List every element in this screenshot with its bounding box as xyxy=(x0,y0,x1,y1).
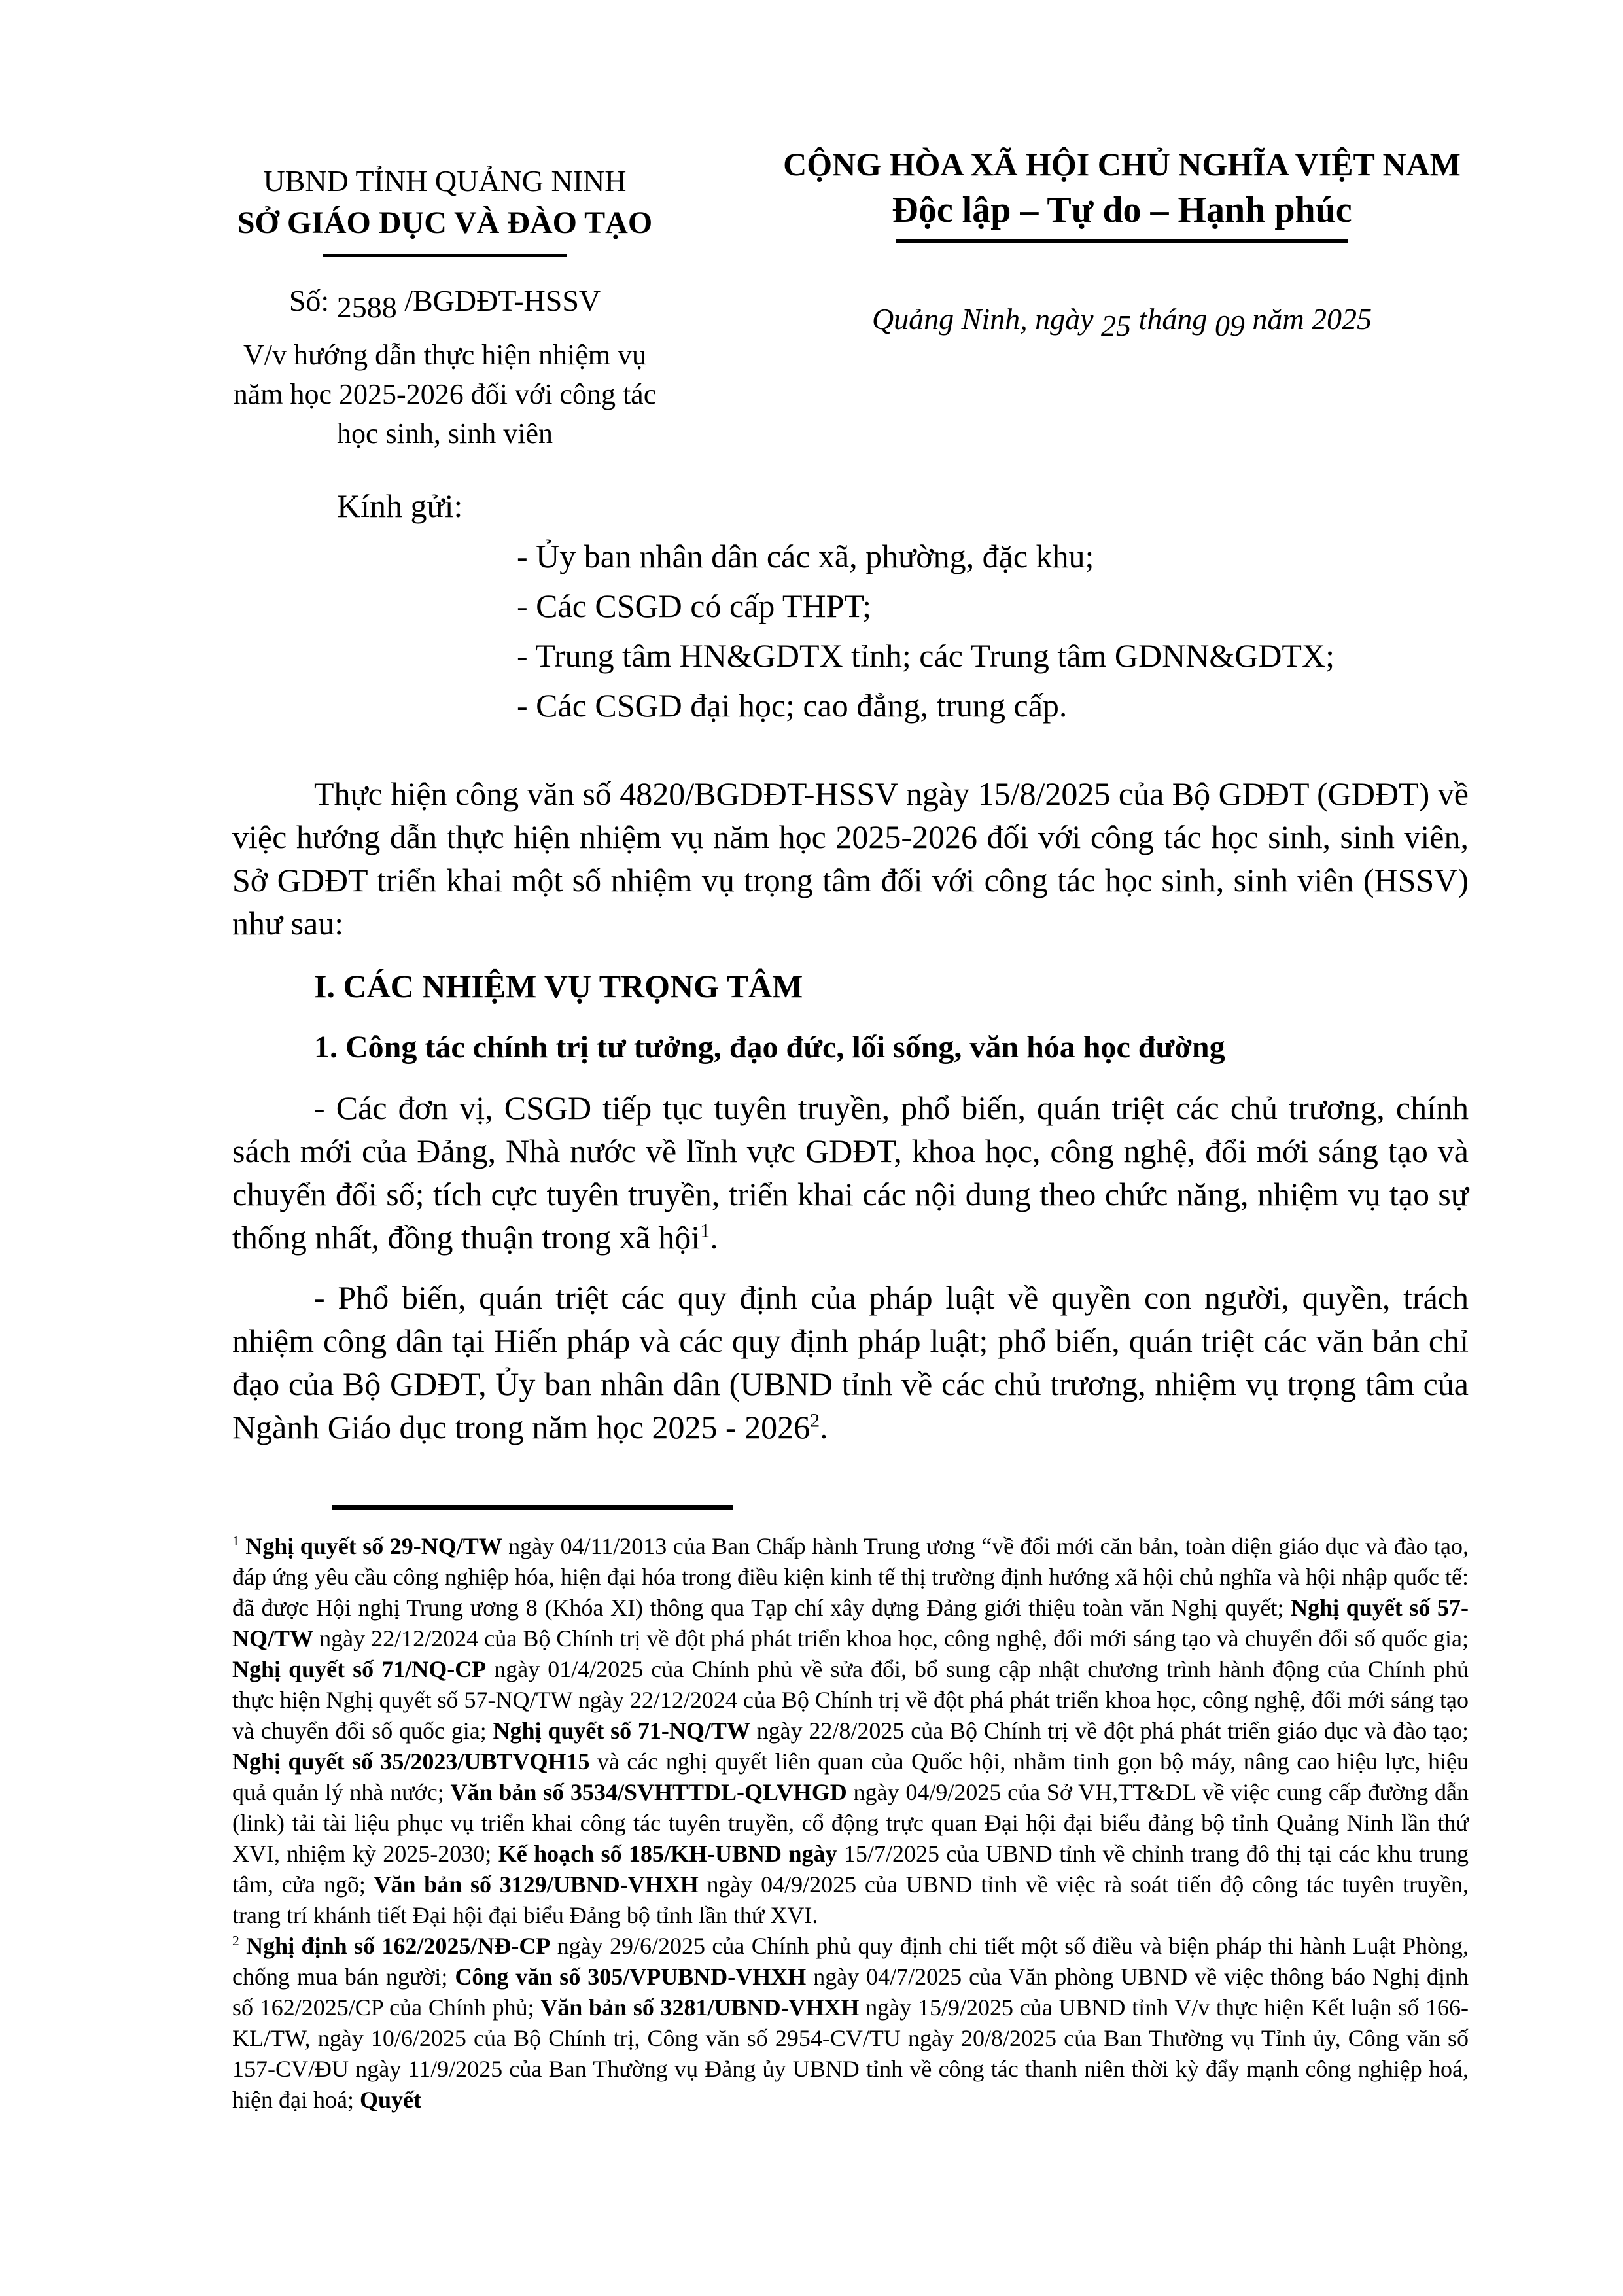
body-paragraph-2: - Phổ biến, quán triệt các quy định của pháp luật về quyền con người, quyền, trách nhiệm công dân tại Hiến pháp và các quy định pháp luật; phổ biến, quán triệt các văn bản chỉ đạo của Bộ GDĐT, Ủy ban nhân dân (UBND tỉnh về các chủ trương, nhiệm vụ trọng tâm của Ngành Giáo dục trong năm học 2025 - 2026$^2$. xyxy=(232,1279,1469,1445)
recipient-item: - Các CSGD đại học; cao đẳng, trung cấp. xyxy=(517,687,1068,724)
header-right-underline xyxy=(896,239,1348,243)
footnote-separator xyxy=(332,1505,733,1510)
document-number-line: Số: 2588 /BGDĐT-HSSV xyxy=(288,284,601,324)
place-and-date: Quảng Ninh, ngày 25 tháng 09 năm 2025 xyxy=(871,302,1372,342)
national-motto-line1: CỘNG HÒA XÃ HỘI CHỦ NGHĨA VIỆT NAM xyxy=(783,146,1461,183)
issuing-authority-name: SỞ GIÁO DỤC VÀ ĐÀO TẠO xyxy=(237,205,653,240)
document-body xyxy=(232,772,1469,1449)
section-heading: I. CÁC NHIỆM VỤ TRỌNG TÂM xyxy=(314,968,803,1004)
header-left-underline xyxy=(323,254,567,257)
document-subject-line: năm học 2025-2026 đối với công tác xyxy=(233,378,657,410)
recipient-item: - Trung tâm HN&GDTX tỉnh; các Trung tâm GDNN&GDTX; xyxy=(517,637,1335,674)
intro-paragraph: Thực hiện công văn số 4820/BGDĐT-HSSV ngày 15/8/2025 của Bộ GDĐT (GDĐT) về việc hướng dẫn thực hiện nhiệm vụ năm học 2025-2026 đối với công tác học sinh, sinh viên, Sở GDĐT triển khai một số nhiệm vụ trọng tâm đối với công tác học sinh, sinh viên (HSSV) như sau: xyxy=(232,775,1469,942)
body-paragraph-1: - Các đơn vị, CSGD tiếp tục tuyên truyền, phổ biến, quán triệt các chủ trương, chính sách mới của Đảng, Nhà nước về lĩnh vực GDĐT, khoa học, công nghệ, đổi mới sáng tạo và chuyển đổi số; tích cực tuyên truyền, triển khai các nội dung theo chức năng, nhiệm vụ tạo sự thống nhất, đồng thuận trong xã hội$^1$. xyxy=(232,1089,1469,1256)
header-left xyxy=(167,164,723,453)
footnotes xyxy=(232,1531,1469,2115)
document-subject xyxy=(167,336,723,453)
header-right xyxy=(749,145,1495,342)
document-subject-line: học sinh, sinh viên xyxy=(337,417,553,450)
issuing-authority-parent: UBND TỈNH QUẢNG NINH xyxy=(263,164,627,198)
document-subject-line: V/v hướng dẫn thực hiện nhiệm vụ xyxy=(243,339,646,371)
national-motto-line2: Độc lập – Tự do – Hạnh phúc xyxy=(892,190,1352,230)
recipient-list xyxy=(517,531,1335,730)
salutation-label: Kính gửi: xyxy=(337,487,463,524)
recipient-item: - Các CSGD có cấp THPT; xyxy=(517,588,872,624)
footnote-2: $^2$ Nghị định số 162/2025/NĐ-CP ngày 29/6/2025 của Chính phủ quy định chi tiết một số điều và biện pháp thi hành Luật Phòng, chống mua bán người; Công văn số 305/VPUBND-VHXH ngày 04/7/2025 của Văn phòng UBND về việc thông báo Nghị định số 162/2025/CP của Chính phủ; Văn bản số 3281/UBND-VHXH ngày 15/9/2025 của UBND tỉnh V/v thực hiện Kết luận số 166- KL/TW, ngày 10/6/2025 của Bộ Chính trị, Công văn số 2954-CV/TU ngày 20/8/2025 của Ban Thường vụ Tỉnh ủy, Công văn số 157-CV/ĐU ngày 11/9/2025 của Ban Thường vụ Đảng ủy UBND tỉnh về công tác thanh niên thời kỳ đẩy mạnh công nghiệp hoá, hiện đại hoá; Quyết xyxy=(232,1933,1469,2113)
footnote-1: $^1$ Nghị quyết số 29-NQ/TW ngày 04/11/2013 của Ban Chấp hành Trung ương “về đổi mới căn bản, toàn diện giáo dục và đào tạo, đáp ứng yêu cầu công nghiệp hóa, hiện đại hóa trong điều kiện kinh tế thị trường định hướng xã hội chủ nghĩa và hội nhập quốc tế: đã được Hội nghị Trung ương 8 (Khóa XI) thông qua Tạp chí xây dựng Đảng giới thiệu toàn văn Nghị quyết; Nghị quyết số 57-NQ/TW ngày 22/12/2024 của Bộ Chính trị về đột phá phát triển khoa học, công nghệ, đổi mới sáng tạo và chuyển đổi số quốc gia; Nghị quyết số 71/NQ-CP ngày 01/4/2025 của Chính phủ về sửa đổi, bổ sung cập nhật chương trình hành động của Chính phủ thực hiện Nghị quyết số 57-NQ/TW ngày 22/12/2024 của Bộ Chính trị về đột phá phát triển khoa học, công nghệ, đổi mới sáng tạo và chuyển đổi số quốc gia; Nghị quyết số 71-NQ/TW ngày 22/8/2025 của Bộ Chính trị về đột phá phát triển giáo dục và đào tạo; Nghị quyết số 35/2023/UBTVQH15 và các nghị quyết liên quan của Quốc hội, nhằm tinh gọn bộ máy, nâng cao hiệu lực, hiệu quả quản lý nhà nước; Văn bản số 3534/SVHTTDL-QLVHGD ngày 04/9/2025 của Sở VH,TT&DL về việc cung cấp đường dẫn (link) tải tài liệu phục vụ triển khai công tác tuyên truyền, cổ động trực quan Đại hội đại biểu đảng bộ tỉnh Quảng Ninh lần thứ XVI, nhiệm kỳ 2025-2030; Kế hoạch số 185/KH-UBND ngày 15/7/2025 của UBND tỉnh về chỉnh trang đô thị tại các khu trung tâm, cửa ngõ; Văn bản số 3129/UBND-VHXH ngày 04/9/2025 của UBND tỉnh về việc rà soát tiến độ công tác tuyên truyền, trang trí khánh tiết Đại hội đại biểu Đảng bộ tỉnh lần thứ XVI. xyxy=(232,1533,1469,1928)
subsection-heading: 1. Công tác chính trị tư tưởng, đạo đức, lối sống, văn hóa học đường xyxy=(314,1030,1225,1065)
recipient-item: - Ủy ban nhân dân các xã, phường, đặc khu; xyxy=(517,538,1094,574)
